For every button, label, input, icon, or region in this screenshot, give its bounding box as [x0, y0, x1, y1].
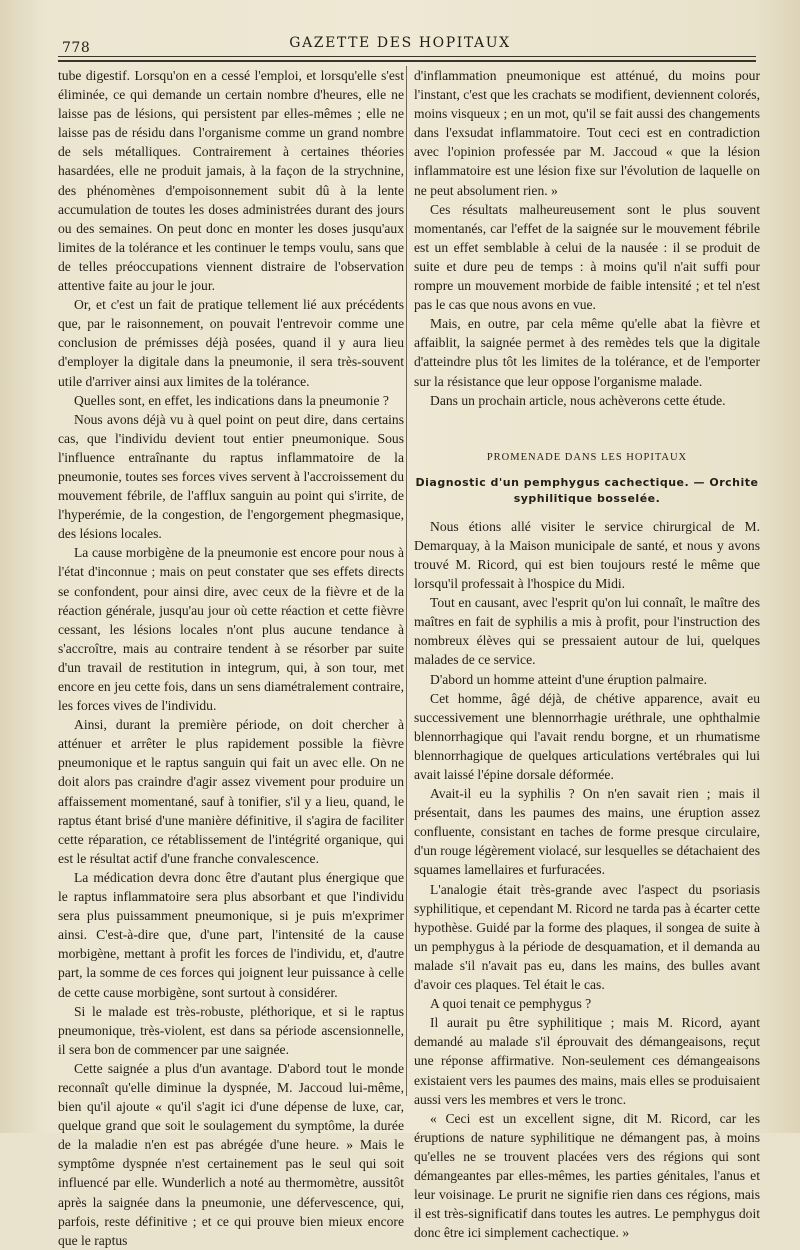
- header-rule: [58, 56, 756, 57]
- running-title: GAZETTE DES HOPITAUX: [289, 35, 511, 51]
- section-title: PROMENADE DANS LES HOPITAUX: [486, 451, 688, 463]
- paragraph: Tout en causant, avec l'esprit qu'on lui connaît, le maître des maîtres en fait de syphilis a mis à profit, pour l'instruction des nombreux élèves qui se pressaient autour de lui, quelques malades de ce service.: [414, 595, 760, 668]
- section-subtitle-line: Diagnostic d'un pemphygus cachectique. — Orchite: [415, 475, 759, 489]
- paragraph: Nous avons déjà vu à quel point on peut dire, dans certains cas, que l'individu devient tout entier pneumonique. Sous l'influence entraînante du raptus inflammatoire de la pneumonie, toutes ses forces vives servent à l'accroissement du mouvement fébrile, de l'afflux sanguin au point qui s'irrite, de l'hyperémie, de la congestion, de l'engorgement phegmasique, des lésions locales.: [58, 411, 404, 542]
- paragraph: Cette saignée a plus d'un avantage. D'abord tout le monde reconnaît qu'elle diminue la dyspnée, M. Jaccoud lui-même, bien qu'il ajoute « qu'il s'agit ici d'une dépense de luxe, car, quelque grand que soit le soulagement du symptôme, la durée de la maladie n'en est pas abrégée d'une heure. » Mais le symptôme dyspnée n'est certainement pas le seul qui soit influencé par elle. Wunderlich a noté au thermomètre, aussitôt après la saignée dans la pneumonie, une défervescence, qui, parfois, reste définitive ; et ce qui prouve bien mieux encore que le raptus: [58, 1060, 404, 1248]
- paragraph: Si le malade est très-robuste, pléthorique, et si le raptus pneumonique, très-violent, est dans sa période ascensionnelle, il sera bon de commencer par une saignée.: [58, 1003, 404, 1057]
- paragraph: Ainsi, durant la première période, on doit chercher à atténuer et arrêter le plus rapidement possible la fièvre pneumonique et le raptus sanguin qui fait un avec elle. On ne doit alors pas craindre d'agir assez vivement pour produire un affaissement momentané, sauf à tonifier, s'il y a lieu, quand, le raptus étant brisé d'une manière définitive, il s'agira de faciliter cette réparation, ce rétablissement de l'intégrité organique, qui est le résultat actif d'une franche convalescence.: [58, 717, 404, 866]
- paragraph: Cet homme, âgé déjà, de chétive apparence, avait eu successivement une blennorrhagie uréthrale, une ophthalmie blennorrhagique qui l'avait rendu borgne, et un rhumatisme blennorrhagique de quelques articulations vertébrales qui lui avait laissé l'épine dorsale déformée.: [414, 690, 760, 782]
- page-number: 778: [62, 40, 91, 56]
- paragraph: A quoi tenait ce pemphygus ?: [430, 996, 592, 1012]
- paragraph: D'abord un homme atteint d'une éruption palmaire.: [430, 671, 708, 687]
- paragraph: Mais, en outre, par cela même qu'elle abat la fièvre et affaiblit, la saignée permet à des remèdes tels que la digitale d'atteindre plus tôt les limites de la tolérance, et de l'emporter sur la résistance que leur oppose l'organisme malade.: [414, 316, 760, 389]
- paragraph: Il aurait pu être syphilitique ; mais M. Ricord, ayant demandé au malade s'il éprouvait des démangeaisons, reçut une réponse affirmative. Non-seulement ces démangeaisons existaient vers les paumes des mains, mais elles se produisaient aussi vers les membres et vers le tronc.: [414, 1015, 760, 1107]
- paragraph: La médication devra donc être d'autant plus énergique que le raptus inflammatoire sera plus absorbant et que l'individu sera plus puissamment pneumonique, si je puis m'exprimer ainsi. C'est-à-dire que, d'une part, l'intensité de la cause morbigène, mettant à profit les forces de l'individu, et, d'autre part, la somme de ces forces qui joignent leur puissance à celle de cette cause morbigène, sont surtout à considérer.: [58, 869, 404, 1000]
- column-divider: [406, 66, 407, 1096]
- paragraph: tube digestif. Lorsqu'on en a cessé l'emploi, et lorsqu'elle s'est éliminée, ce qui demande un certain nombre d'heures, elle ne laisse pas de lésions, qui persistent par elles-mêmes ; elle ne laisse pas de résidu dans l'organisme comme un grand nombre de sels métalliques. Contrairement à certaines théories hasardées, elle ne produit jamais, à la façon de la strychnine, des phénomènes d'empoisonnement subit dû à la lente accumulation de toutes les doses administrées durant des jours ou des semaines. On peut donc en monter les doses jusqu'aux limites de la tolérance et les continuer le temps voulu, sans que de telles préoccupations viennent distraire de l'observation attentive faite au jour le jour.: [58, 68, 404, 294]
- header-rule-thick: [58, 60, 756, 62]
- right-column: [414, 66, 760, 1241]
- paragraph: Or, et c'est un fait de pratique tellement lié aux précédents que, par le raisonnement, on pouvait l'entrevoir comme une conclusion de prémisses déjà posées, quand il y aura lieu d'employer la digitale dans la pneumonie, il sera très-souvent utile d'arriver ainsi aux limites de la tolérance.: [58, 297, 404, 389]
- paragraph: L'analogie était très-grande avec l'aspect du psoriasis syphilitique, et cependant M. Ricord ne tarda pas à écarter cette hypothèse. Guidé par la forme des plaques, il songea de suite à un pemphygus à la période de desquamation, et il demanda au malade s'il n'avait pas eu, dans les mains, des bulles avant d'avoir ces plaques. Tel était le cas.: [414, 881, 760, 993]
- left-column: [58, 66, 404, 1248]
- section-subtitle-line: syphilitique bosselée.: [513, 491, 661, 505]
- section-subtitle: [414, 475, 760, 507]
- paragraph: Nous étions allé visiter le service chirurgical de M. Demarquay, à la Maison municipale de santé, et nous y avons trouvé M. Ricord, qui est bien toujours resté le même que lorsqu'il professait à l'hospice du Midi.: [414, 518, 760, 592]
- paragraph: Dans un prochain article, nous achèverons cette étude.: [430, 392, 726, 408]
- paragraph: d'inflammation pneumonique est atténué, du moins pour l'instant, c'est que les crachats se modifient, deviennent colorés, moins visqueux ; en un mot, qu'il se fait aussi des changements dans l'exsudat inflammatoire. Tout ceci est en contradiction avec l'opinion professée par M. Jaccoud « que la lésion inflammatoire est une lésion fixe sur l'évolution de laquelle on ne peut absolument rien. »: [414, 68, 760, 198]
- paragraph: Avait-il eu la syphilis ? On n'en savait rien ; mais il présentait, dans les paumes des mains, une éruption assez confluente, consistant en taches de forme presque circulaire, d'un rouge légèrement violacé, sur lesquelles se détachaient des squames lamellaires et furfuracées.: [414, 786, 760, 878]
- paragraph: Quelles sont, en effet, les indications dans la pneumonie ?: [74, 392, 389, 408]
- paragraph: Ces résultats malheureusement sont le plus souvent momentanés, car l'effet de la saignée sur le mouvement fébrile est un effet semblable à celui de la nausée : il se produit de suite et dure peu de temps : à moins qu'il n'ait suffi pour rompre un mouvement morbide de faible intensité ; et tel n'est pas le cas que nous avons en vue.: [414, 201, 760, 313]
- paragraph: « Ceci est un excellent signe, dit M. Ricord, car les éruptions de nature syphilitique ne démangent pas, à moins qu'elles ne se trouvent placées vers des régions qui sont démangeantes par elles-mêmes, les parties génitales, l'anus et leur voisinage. Le prurit ne signifie rien dans ces régions, mais il est très-significatif dans toutes les autres. Le pemphygus doit donc être ici simplement cachectique. »: [414, 1110, 760, 1241]
- paragraph: La cause morbigène de la pneumonie est encore pour nous à l'état d'inconnue ; mais on peut constater que ses effets directs se confondent, pour ainsi dire, avec ceux de la fièvre et de la réaction générale, jusqu'au jour où cette réaction et cette fièvre cessant, les lésions locales n'ont plus aucune tendance à s'accroître, mais au contraire tendent à se résorber par suite d'un travail de restitution in integrum, qui, à son tour, met encore en jeu cette fois, dans un sens diamétralement contraire, les forces vives de l'individu.: [58, 545, 404, 714]
